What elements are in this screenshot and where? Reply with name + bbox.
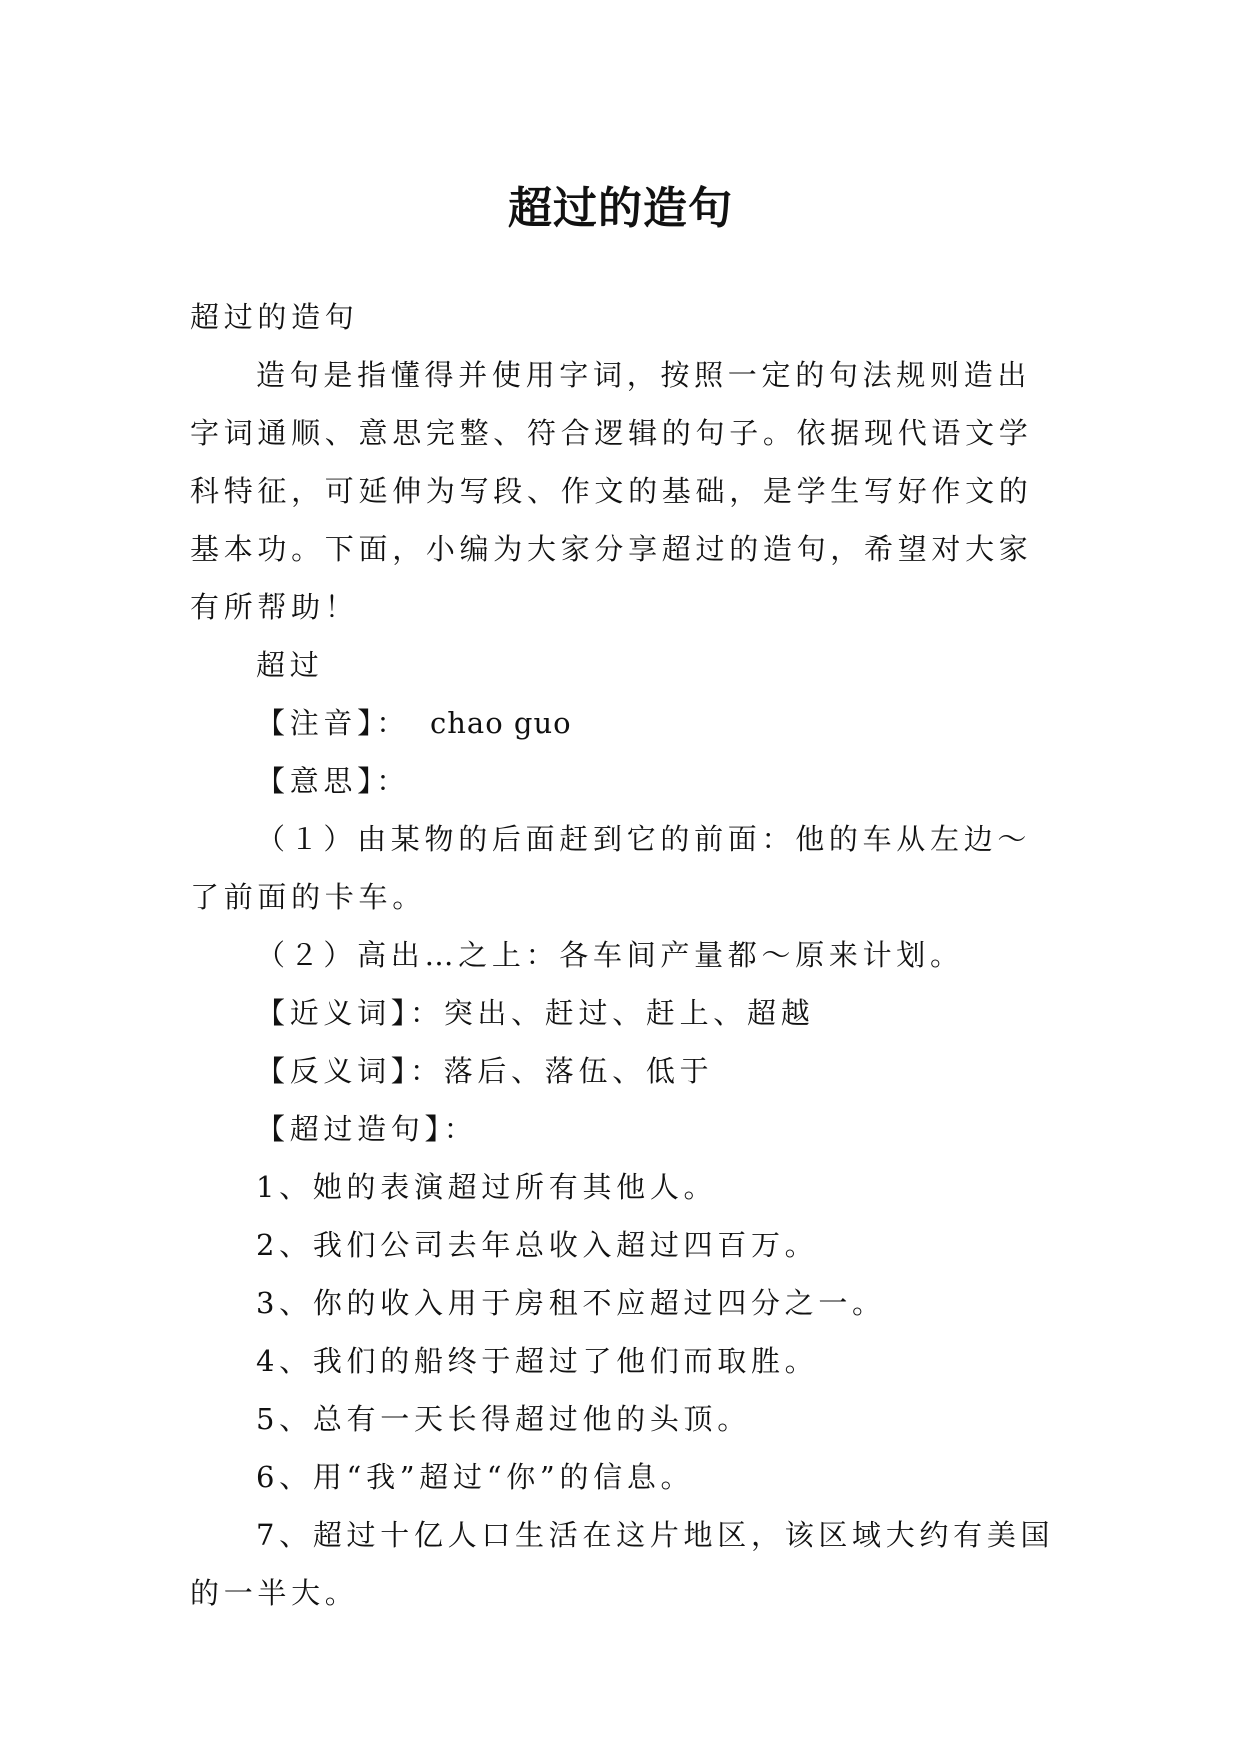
synonyms-label: 【近义词】：	[256, 996, 444, 1030]
example-sentence: 6、用“我”超过“你”的信息。	[256, 1460, 695, 1494]
pinyin-label: 【注音】：	[256, 706, 411, 740]
headword: 超过	[256, 648, 324, 682]
pinyin-row	[190, 694, 1060, 752]
antonyms-value: 落后、落伍、低于	[443, 1054, 714, 1088]
example-sentence: 5、总有一天长得超过他的头顶。	[256, 1402, 751, 1436]
example-sentence: 4、我们的船终于超过了他们而取胜。	[256, 1344, 819, 1378]
example-sentence: 7、超过十亿人口生活在这片地区，该区域大约有美国的一半大。	[190, 1518, 1055, 1610]
example-sentence: 1、她的表演超过所有其他人。	[256, 1170, 718, 1204]
intro-paragraph: 造句是指懂得并使用字词，按照一定的句法规则造出字词通顺、意思完整、符合逻辑的句子。依据现代语文学科特征，可延伸为写段、作文的基础，是学生写好作文的基本功。下面，小编为大家分享超过的造句，希望对大家有所帮助！	[190, 358, 1033, 624]
meaning-label: 【意思】：	[256, 764, 411, 798]
example-sentence: 3、你的收入用于房租不应超过四分之一。	[256, 1286, 886, 1320]
synonyms-row	[190, 984, 1060, 1042]
antonyms-label: 【反义词】：	[256, 1054, 444, 1088]
meaning-item: （１）由某物的后面赶到它的前面：他的车从左边～了前面的卡车。	[190, 822, 1032, 914]
examples-label: 【超过造句】：	[256, 1112, 478, 1146]
synonyms-value: 突出、赶过、赶上、超越	[443, 996, 815, 1030]
subtitle: 超过的造句	[190, 300, 359, 334]
meaning-item: （２）高出…之上：各车间产量都～原来计划。	[256, 938, 964, 972]
page-title: 超过的造句	[508, 183, 733, 235]
document-body	[190, 288, 1060, 1622]
example-sentence: 2、我们公司去年总收入超过四百万。	[256, 1228, 819, 1262]
pinyin-value: chao guo	[430, 706, 572, 740]
antonyms-row	[190, 1042, 1060, 1100]
